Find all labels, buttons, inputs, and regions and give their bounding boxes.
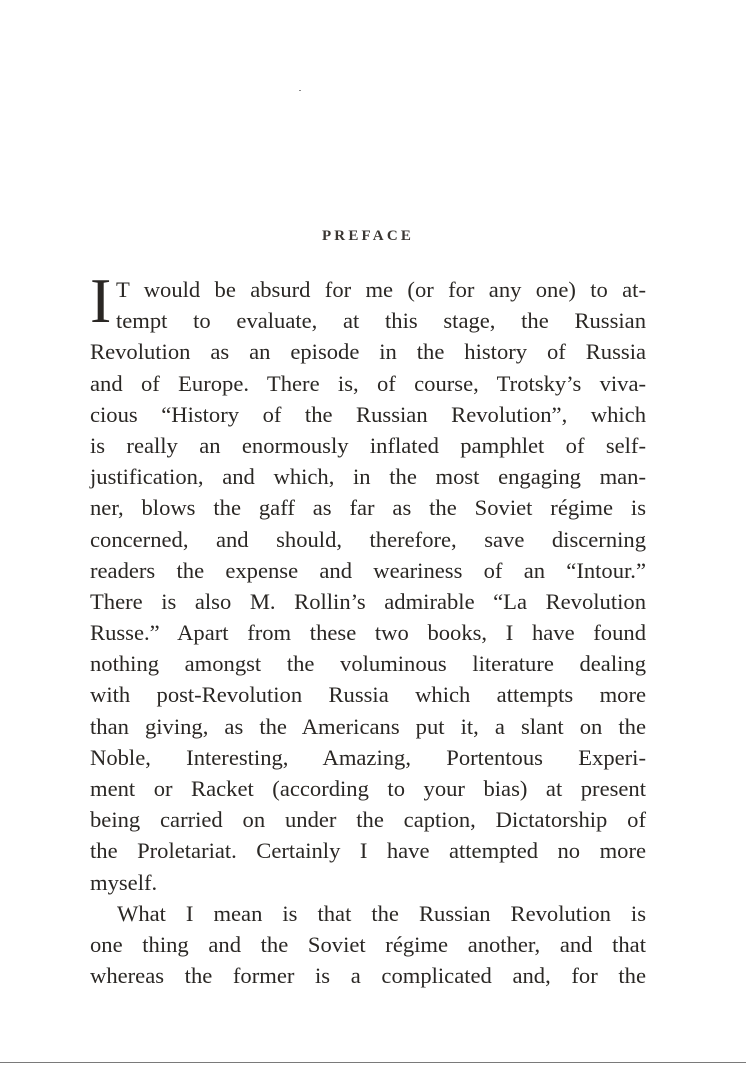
text-line: the Proletariat. Certainly I have attempted no more xyxy=(90,838,646,864)
text-line: and of Europe. There is, of course, Trotsky’s viva- xyxy=(90,370,646,396)
text-line: than giving, as the Americans put it, a slant on the xyxy=(90,713,646,739)
text-line: one thing and the Soviet régime another, and that xyxy=(90,931,646,957)
text-line: ner, blows the gaff as far as the Soviet régime is xyxy=(90,495,646,521)
text-line: is really an enormously inflated pamphlet of self- xyxy=(90,432,646,458)
body-text xyxy=(90,265,646,991)
text-line: whereas the former is a complicated and, for the xyxy=(90,963,646,989)
text-line: Revolution as an episode in the history of Russia xyxy=(90,339,646,365)
bottom-rule xyxy=(0,1062,746,1063)
text-line: cious “History of the Russian Revolution”, which xyxy=(90,401,646,427)
text-line: with post-Revolution Russia which attempts more xyxy=(90,682,646,708)
page-speck xyxy=(299,90,301,91)
text-line: Noble, Interesting, Amazing, Portentous Experi- xyxy=(90,744,646,770)
drop-cap: I xyxy=(90,265,112,336)
text-line: justification, and which, in the most engaging man- xyxy=(90,464,646,490)
text-line: ment or Racket (according to your bias) at present xyxy=(90,776,646,801)
text-line: tempt to evaluate, at this stage, the Russian xyxy=(116,308,646,334)
text-line: myself. xyxy=(90,869,158,895)
page-heading: PREFACE xyxy=(321,228,415,244)
text-line: readers the expense and weariness of an “Intour.” xyxy=(90,557,646,583)
text-line: There is also M. Rollin’s admirable “La Revolution xyxy=(90,588,646,614)
text-line: Russe.” Apart from these two books, I have found xyxy=(90,620,646,646)
text-line: What I mean is that the Russian Revolution is xyxy=(117,900,646,926)
text-line: nothing amongst the voluminous literature dealing xyxy=(90,651,646,677)
text-line: T would be absurd for me (or for any one) to at- xyxy=(116,277,646,302)
text-line: concerned, and should, therefore, save discerning xyxy=(90,526,646,552)
text-line: being carried on under the caption, Dictatorship of xyxy=(90,807,646,833)
